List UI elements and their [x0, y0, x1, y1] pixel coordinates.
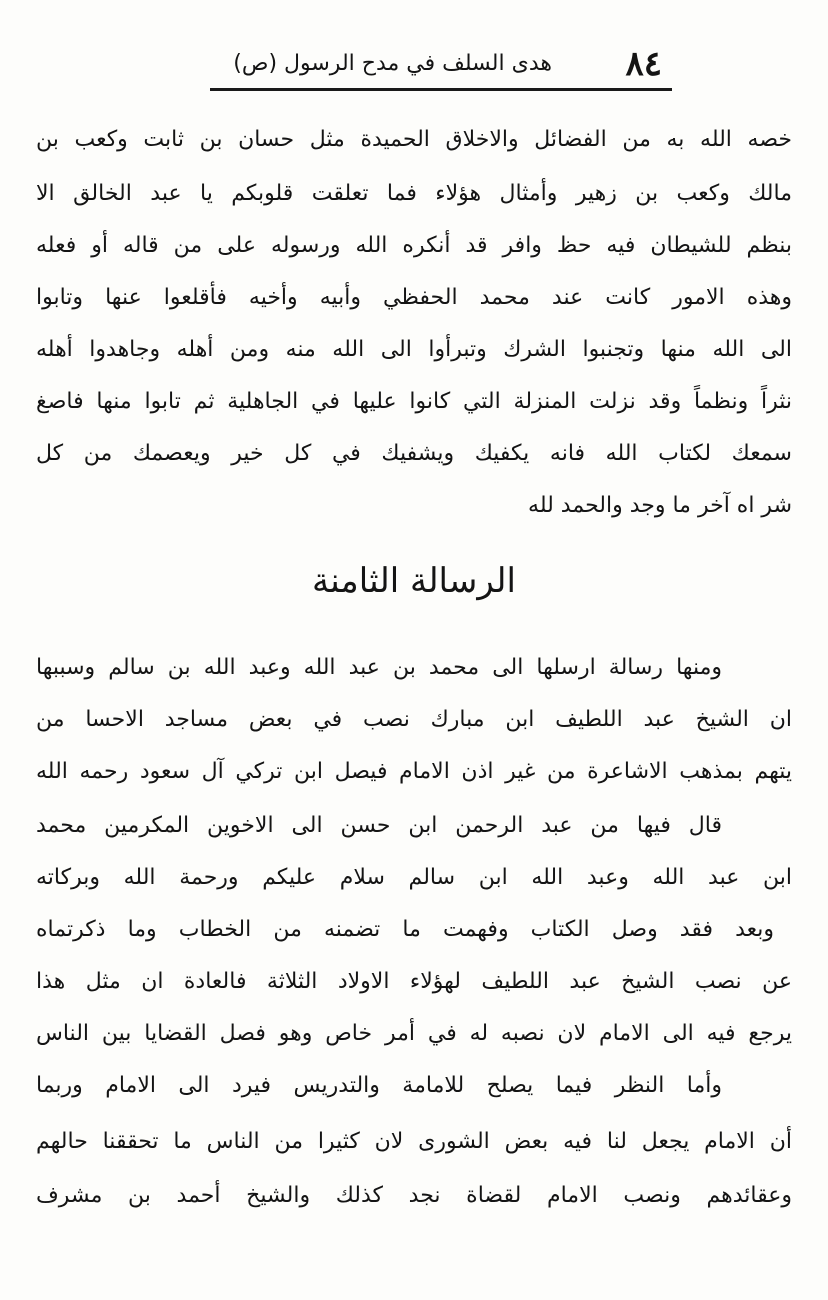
text-line: شر اه آخر ما وجد والحمد لله	[528, 493, 792, 518]
text-line: وهذه الامور كانت عند محمد الحفظي وأبيه وأخيه فأقلعوا عنها وتابوا	[36, 285, 792, 310]
text-line: ومنها رسالة ارسلها الى محمد بن عبد الله وعبد الله بن سالم وسببها	[36, 655, 722, 680]
text-line: وعقائدهم ونصب الامام لقضاة نجد كذلك والشيخ أحمد بن مشرف	[36, 1183, 792, 1208]
header-rule	[210, 88, 672, 91]
text-line: وأما النظر فيما يصلح للامامة والتدريس فيرد الى الامام وربما	[36, 1073, 722, 1098]
chapter-heading: الرسالة الثامنة	[312, 561, 516, 601]
text-line: قال فيها من عبد الرحمن ابن حسن الى الاخوين المكرمين محمد	[36, 813, 722, 838]
text-line: أن الامام يجعل لنا فيه بعض الشورى لان كثيرا من الناس ما تحققنا حالهم	[36, 1129, 792, 1154]
text-line: خصه الله به من الفضائل والاخلاق الحميدة مثل حسان بن ثابت وكعب بن	[36, 127, 792, 152]
page-header	[210, 44, 672, 92]
running-title: هدى السلف في مدح الرسول (ص)	[233, 51, 552, 76]
text-line: سمعك لكتاب الله فانه يكفيك ويشفيك في كل خير ويعصمك من كل	[36, 441, 792, 466]
text-line: عن نصب الشيخ عبد اللطيف لهؤلاء الاولاد الثلاثة فالعادة ان مثل هذا	[36, 969, 792, 994]
text-line: ان الشيخ عبد اللطيف ابن مبارك نصب في بعض مساجد الاحسا من	[36, 707, 792, 732]
text-line: ابن عبد الله وعبد الله ابن سالم سلام عليكم ورحمة الله وبركاته	[36, 865, 792, 890]
text-line: يرجع فيه الى الامام لان نصبه له في أمر خاص وهو فصل القضايا بين الناس	[36, 1021, 792, 1046]
page-number: ٨٤	[625, 44, 662, 84]
text-line: وبعد فقد وصل الكتاب وفهمت ما تضمنه من الخطاب وما ذكرتماه	[36, 917, 774, 942]
text-line: بنظم للشيطان فيه حظ وافر قد أنكره الله ورسوله على من قاله أو فعله	[36, 233, 792, 258]
text-line: نثراً ونظماً وقد نزلت المنزلة التي كانوا عليها في الجاهلية ثم تابوا منها فاصغ	[36, 389, 792, 414]
text-line: مالك وكعب بن زهير وأمثال هؤلاء فما تعلقت قلوبكم يا عبد الخالق الا	[36, 181, 792, 206]
text-line: الى الله منها وتجنبوا الشرك وتبرأوا الى الله منه ومن أهله وجاهدوا أهله	[36, 337, 792, 362]
text-line: يتهم بمذهب الاشاعرة من غير اذن الامام فيصل ابن تركي آل سعود رحمه الله	[36, 759, 792, 784]
